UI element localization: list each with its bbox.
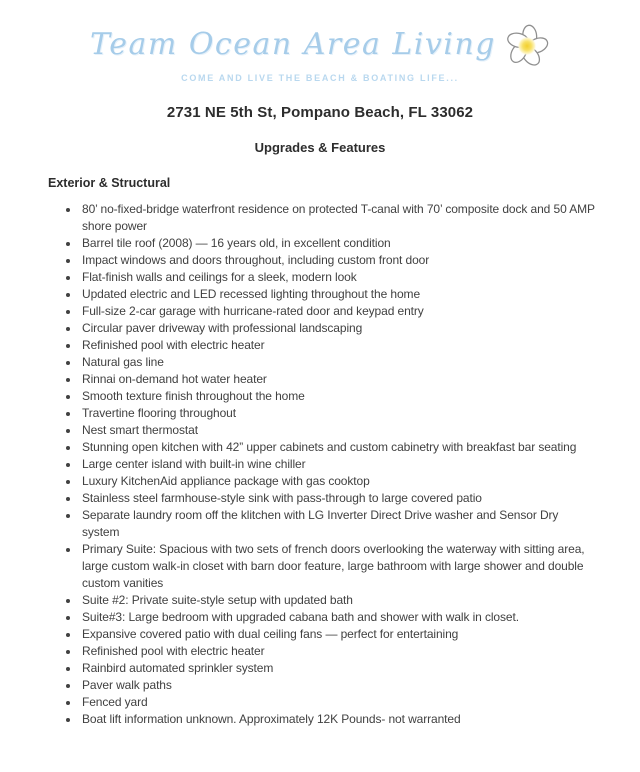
feature-item: • Natural gas line xyxy=(80,354,598,371)
feature-item: • Impact windows and doors throughout, including custom front door xyxy=(80,252,598,269)
feature-item: • Separate laundry room off the klitchen with LG Inverter Direct Drive washer and Sensor Dry system xyxy=(80,507,598,541)
feature-item: • Fenced yard xyxy=(80,694,598,711)
feature-item: • Stunning open kitchen with 42” upper cabinets and custom cabinetry with breakfast bar seating xyxy=(80,439,598,456)
feature-item: • Paver walk paths xyxy=(80,677,598,694)
feature-item: • Smooth texture finish throughout the home xyxy=(80,388,598,405)
feature-item: • Stainless steel farmhouse-style sink with pass-through to large covered patio xyxy=(80,490,598,507)
brand-tagline: COME AND LIVE THE BEACH & BOATING LIFE... xyxy=(181,73,459,83)
feature-item: • Updated electric and LED recessed lighting throughout the home xyxy=(80,286,598,303)
property-address-heading: 2731 NE 5th St, Pompano Beach, FL 33062 xyxy=(166,104,474,121)
brand-logo xyxy=(0,0,640,83)
section-title-exterior-structural: Exterior & Structural xyxy=(48,176,171,190)
feature-item: • Nest smart thermostat xyxy=(80,422,598,439)
feature-item: • Rinnai on-demand hot water heater xyxy=(80,371,598,388)
feature-item: • Full-size 2-car garage with hurricane-rated door and keypad entry xyxy=(80,303,598,320)
feature-item: • Refinished pool with electric heater xyxy=(80,337,598,354)
brand-name: Team Ocean Area Living xyxy=(90,27,496,62)
feature-list xyxy=(0,201,598,728)
feature-item: • Flat-finish walls and ceilings for a sleek, modern look xyxy=(80,269,598,286)
feature-item: • Luxury KitchenAid appliance package with gas cooktop xyxy=(80,473,598,490)
feature-item: • Primary Suite: Spacious with two sets of french doors overlooking the waterway with sitting area, large custom walk-in closet with barn door feature, large bathroom with large shower and double custom vanities xyxy=(80,541,598,592)
feature-item: • Boat lift information unknown. Approximately 12K Pounds- not warranted xyxy=(80,711,598,728)
feature-item: • Rainbird automated sprinkler system xyxy=(80,660,598,677)
feature-item: • Large center island with built-in wine chiller xyxy=(80,456,598,473)
plumeria-flower-icon xyxy=(504,24,550,68)
feature-item: • Suite#3: Large bedroom with upgraded cabana bath and shower with walk in closet. xyxy=(80,609,598,626)
feature-item: • 80’ no-fixed-bridge waterfront residence on protected T-canal with 70’ composite dock and 50 AMP shore power xyxy=(80,201,598,235)
feature-item: • Expansive covered patio with dual ceiling fans — perfect for entertaining xyxy=(80,626,598,643)
feature-item: • Circular paver driveway with professional landscaping xyxy=(80,320,598,337)
feature-item: • Travertine flooring throughout xyxy=(80,405,598,422)
feature-item: • Refinished pool with electric heater xyxy=(80,643,598,660)
feature-item: • Barrel tile roof (2008) — 16 years old, in excellent condition xyxy=(80,235,598,252)
feature-item: • Suite #2: Private suite-style setup with updated bath xyxy=(80,592,598,609)
document-subtitle: Upgrades & Features xyxy=(254,140,386,155)
